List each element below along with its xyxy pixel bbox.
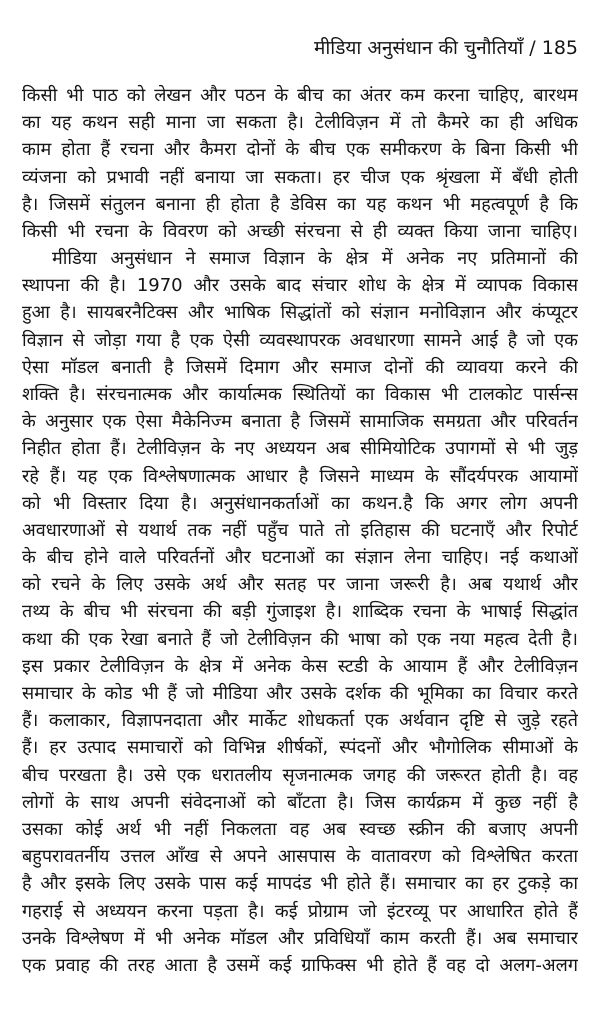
- page-number: 185: [541, 37, 578, 59]
- text-line: हैं। हर उत्पाद समाचारों को विभिन्न शीर्षकों, स्पंदनों और भौगोलिक सीमाओं के: [22, 737, 578, 759]
- text-line: है और इसके लिए उसके पास कई मापदंड भी होते हैं। समाचार का हर टुकड़े का: [22, 873, 578, 895]
- text-line: इस प्रकार टेलीविज़न के क्षेत्र में अनेक केस स्टडी के आयाम हैं और टेलीविज़न: [22, 655, 578, 677]
- text-line: है। जिसमें संतुलन बनाना ही होता है डेविस का यह कथन भी महत्वपूर्ण है कि: [22, 193, 578, 215]
- text-line: गहराई से अध्ययन करना पड़ता है। कई प्रोग्राम जो इंटरव्यू पर आधारित होते हैं: [22, 900, 578, 922]
- paragraph-2: [22, 245, 578, 979]
- text-line: निहीत होता हैं। टेलीविज़न के नए अध्ययन अब सीमियोटिक उपागमों से भी जुड़: [22, 438, 578, 460]
- text-line: मीडिया अनुसंधान ने समाज विज्ञान के क्षेत्र में अनेक नए प्रतिमानों की: [52, 248, 578, 269]
- text-line: व्यंजना को प्रभावी नहीं बनाया जा सकता। हर चीज एक श्रृंखला में बँधी होती: [22, 166, 578, 188]
- text-line: के अनुसार एक ऐसा मैकेनिज्म बनाता है जिसमें सामाजिक समग्रता और परिवर्तन: [22, 411, 578, 433]
- text-line: का यह कथन सही माना जा सकता है। टेलीविज़न में तो कैमरे का ही अधिक: [22, 112, 578, 134]
- text-line: समाचार के कोड भी हैं जो मीडिया और उसके दर्शक की भूमिका का विचार करते: [22, 683, 578, 704]
- header-separator: /: [529, 37, 536, 59]
- text-line: हैं। कलाकार, विज्ञापनदाता और मार्केट शोधकर्ता एक अर्थवान दृष्टि से जुड़े रहते: [22, 710, 578, 732]
- text-line: स्थापना की है। 1970 और उसके बाद संचार शोध के क्षेत्र में व्यापक विकास: [22, 275, 578, 297]
- text-line: बीच परखता है। उसे एक धरातलीय सृजनात्मक जगह की जरूरत होती है। वह: [22, 764, 578, 786]
- text-line: तथ्य के बीच भी संरचना की बड़ी गुंजाइश है। शाब्दिक रचना के भाषाई सिद्धांत: [22, 601, 578, 623]
- text-line: किसी भी रचना के विवरण को अच्छी संरचना से ही व्यक्त किया जाना चाहिए।: [22, 220, 578, 242]
- text-line: विज्ञान से जोड़ा गया है एक ऐसी व्यवस्थापरक अवधारणा सामने आई है जो एक: [22, 329, 578, 351]
- text-line: शक्ति है। संरचनात्मक और कार्यात्मक स्थितियों का विकास भी टालकोट पार्सन्स: [22, 383, 578, 405]
- text-line: एक प्रवाह की तरह आता है उसमें कई ग्राफिक्स भी होते हैं वह दो अलग-अलग: [22, 954, 578, 976]
- text-line: ऐसा मॉडल बनाती है जिसमें दिमाग और समाज दोनों की व्यावया करने की: [22, 356, 578, 378]
- text-line: अवधारणाओं से यथार्थ तक नहीं पहुँच पाते तो इतिहास की घटनाएँ और रिपोर्ट: [22, 519, 578, 541]
- text-line: बहुपरावतर्नीय उत्तल आँख से अपने आसपास के वातावरण को विश्लेषित करता: [22, 846, 578, 868]
- text-line: हुआ है। सायबरनैटिक्स और भाषिक सिद्धांतों को संज्ञान मनोविज्ञान और कंप्यूटर: [22, 302, 578, 324]
- text-line: रहे हैं। यह एक विश्लेषणात्मक आधार है जिसने माध्यम के सौंदर्यपरक आयामों: [22, 465, 578, 487]
- text-line: किसी भी पाठ को लेखन और पठन के बीच का अंतर कम करना चाहिए, बारथम: [22, 85, 578, 106]
- text-line: के बीच होने वाले परिवर्तनों और घटनाओं का संज्ञान लेना चाहिए। नई कथाओं: [22, 547, 578, 569]
- running-title: मीडिया अनुसंधान की चुनौतियाँ: [314, 37, 524, 59]
- text-line: कथा की एक रेखा बनाते हैं जो टेलीविज़न की भाषा को एक नया महत्व देती है।: [22, 628, 578, 650]
- text-line: को रचने के लिए उसके अर्थ और सतह पर जाना जरूरी है। अब यथार्थ और: [22, 574, 578, 596]
- text-line: लोगों के साथ अपनी संवेदनाओं को बाँटता है। जिस कार्यक्रम में कुछ नहीं है: [22, 791, 578, 813]
- text-line: उसका कोई अर्थ भी नहीं निकलता वह अब स्वच्छ स्क्रीन की बजाए अपनी: [22, 818, 578, 840]
- text-line: को भी विस्तार दिया है। अनुसंधानकर्ताओं का कथन.है कि अगर लोग अपनी: [22, 492, 578, 514]
- paragraph-1: [22, 82, 578, 245]
- text-line: काम होता हैं रचना और कैमरा दोनों के बीच एक समीकरण के बिना किसी भी: [22, 139, 578, 161]
- text-line: उनके विश्लेषण में भी अनेक मॉडल और प्रविधियाँ काम करती हैं। अब समाचार: [22, 927, 578, 949]
- running-header: [314, 34, 578, 60]
